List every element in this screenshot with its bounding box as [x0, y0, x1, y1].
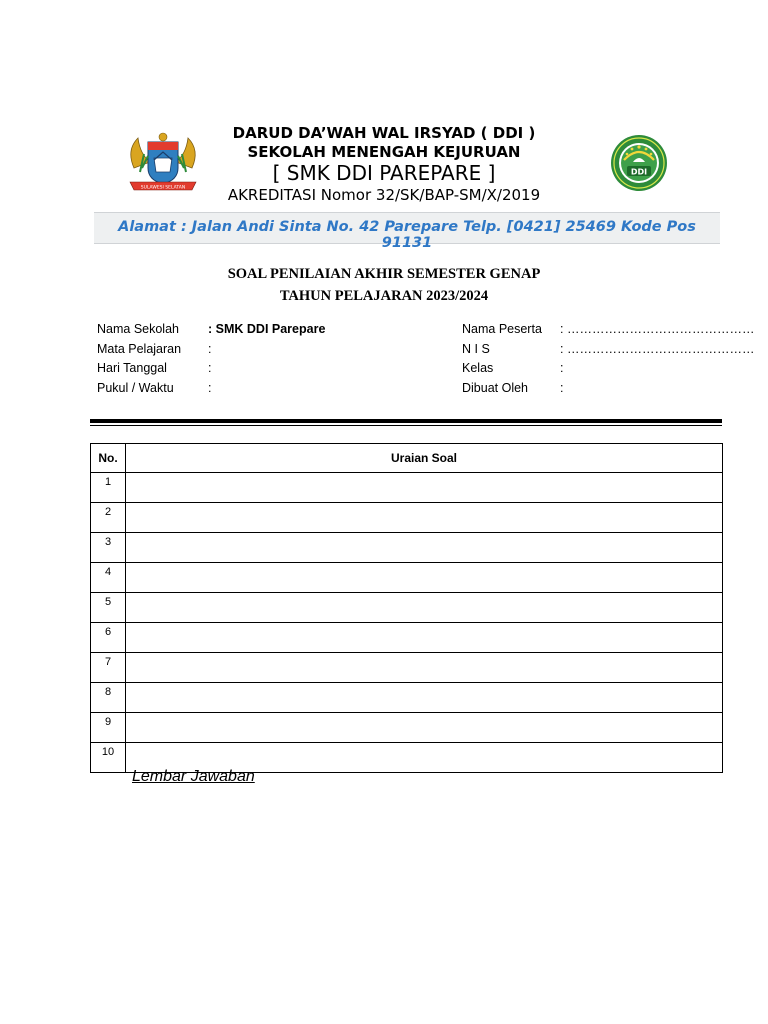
table-row — [91, 713, 723, 743]
row-number: 8 — [91, 683, 126, 713]
info-value-nama-peserta: : ……………………………………… — [560, 322, 755, 336]
divider-thin — [90, 425, 722, 426]
info-label-kelas: Kelas — [462, 361, 494, 375]
row-number: 2 — [91, 503, 126, 533]
address-text: Alamat : Jalan Andi Sinta No. 42 Parepare Telp. [0421] 25469 Kode Pos 91131 — [118, 219, 696, 251]
school-name: [ SMK DDI PAREPARE ] — [272, 161, 496, 185]
question-cell[interactable] — [126, 533, 723, 563]
exam-title: SOAL PENILAIAN AKHIR SEMESTER GENAP — [227, 266, 541, 282]
left-logo-banner-text: SULAWESI SELATAN — [140, 185, 186, 191]
question-cell[interactable] — [126, 683, 723, 713]
info-label-hari-tanggal: Hari Tanggal — [97, 361, 167, 375]
school-type: SEKOLAH MENENGAH KEJURUAN — [247, 143, 521, 161]
answer-sheet-heading: Lembar Jawaban — [132, 768, 255, 785]
row-number: 1 — [91, 473, 126, 503]
accreditation: AKREDITASI Nomor 32/SK/BAP-SM/X/2019 — [227, 186, 541, 204]
info-value-kelas: : — [560, 361, 564, 375]
table-row — [91, 683, 723, 713]
row-number: 6 — [91, 623, 126, 653]
row-number: 5 — [91, 593, 126, 623]
info-label-nis: N I S — [462, 342, 490, 356]
question-cell[interactable] — [126, 503, 723, 533]
right-logo-text: DDI — [630, 167, 648, 177]
question-cell[interactable] — [126, 623, 723, 653]
info-value-hari-tanggal: : — [208, 361, 212, 375]
question-cell[interactable] — [126, 593, 723, 623]
header-no: No. — [91, 444, 126, 473]
row-number: 3 — [91, 533, 126, 563]
row-number: 10 — [91, 743, 126, 773]
info-value-nama-sekolah: : SMK DDI Parepare — [208, 322, 326, 336]
org-name: DARUD DA’WAH WAL IRSYAD ( DDI ) — [232, 124, 536, 142]
info-value-nis: : ……………………………………… — [560, 342, 755, 356]
question-cell[interactable] — [126, 653, 723, 683]
info-value-pukul-waktu: : — [208, 381, 212, 395]
row-number: 4 — [91, 563, 126, 593]
info-label-mata-pelajaran: Mata Pelajaran — [97, 342, 182, 356]
question-cell[interactable] — [126, 563, 723, 593]
table-row — [91, 623, 723, 653]
row-number: 9 — [91, 713, 126, 743]
info-value-mata-pelajaran: : — [208, 342, 212, 356]
header-uraian-soal: Uraian Soal — [126, 444, 723, 473]
questions-table — [90, 443, 723, 773]
table-row — [91, 473, 723, 503]
question-cell[interactable] — [126, 713, 723, 743]
question-cell[interactable] — [126, 473, 723, 503]
table-row — [91, 593, 723, 623]
divider-thick — [90, 419, 722, 423]
table-row — [91, 533, 723, 563]
info-label-nama-peserta: Nama Peserta — [462, 322, 542, 336]
table-row — [91, 503, 723, 533]
table-row — [91, 563, 723, 593]
table-header-row — [91, 444, 723, 473]
info-label-pukul-waktu: Pukul / Waktu — [97, 381, 174, 395]
table-row — [91, 653, 723, 683]
academic-year: TAHUN PELAJARAN 2023/2024 — [279, 288, 489, 304]
info-label-nama-sekolah: Nama Sekolah — [97, 322, 179, 336]
info-value-dibuat-oleh: : — [560, 381, 564, 395]
row-number: 7 — [91, 653, 126, 683]
info-label-dibuat-oleh: Dibuat Oleh — [462, 381, 529, 395]
